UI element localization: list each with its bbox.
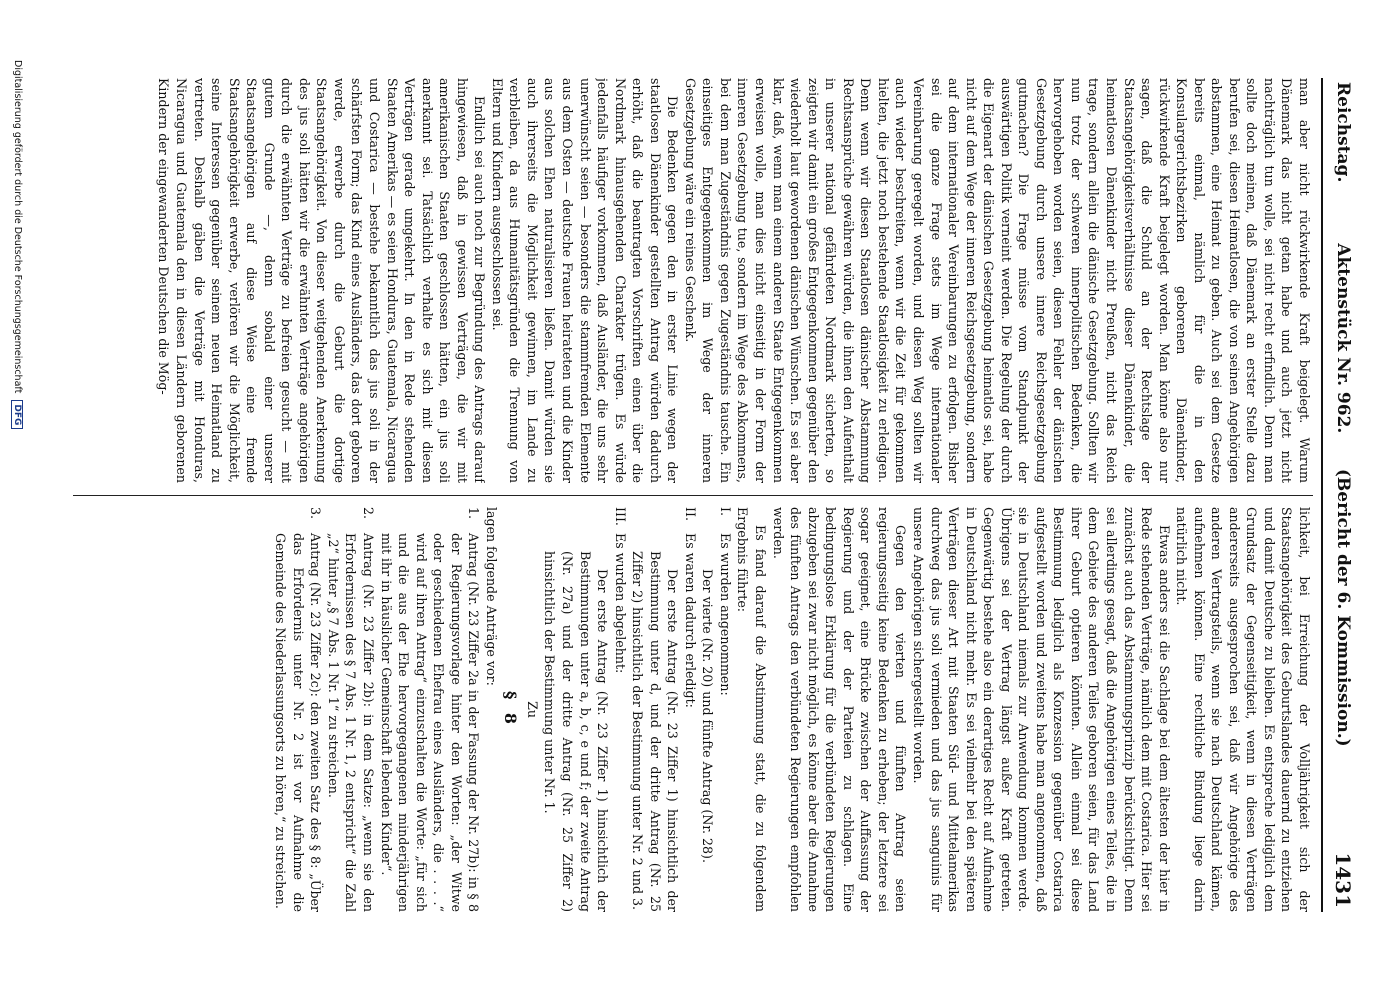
- paragraph: lichkeit, bei Erreichung der Volljährigkeit sich der Staatsangehörigkeit des Geburtslandes dauernd zu entziehen und damit Deutsche zu bleiben. Es entspreche lediglich dem Grundsatz der Gegenseitigkeit, wenn in diesen Verträgen andererseits ausgesprochen sei, daß wir Angehörige des anderen Vertragsteils, wenn sie nach Deutschland kämen, aufnehmen können. Eine rechtliche Bindung liege darin natürlich nicht.: [1174, 507, 1312, 912]
- result-number: III.: [612, 507, 628, 526]
- dfg-logo: DFG: [11, 400, 23, 429]
- header-left: Reichstag.: [1333, 82, 1353, 183]
- result-detail: Der erste Antrag (Nr. 23 Ziffer 1) hinsichtlich der Bestimmungen unter a, b, c, e und f; der zweite Antrag (Nr. 27a) und der dritte Antrag (Nr. 25 Ziffer 2) hinsichtlich der Bestimmung unter Nr. 1.: [542, 551, 611, 912]
- motions-intro: lagen folgende Anträge vor:: [483, 507, 499, 686]
- right-column: [73, 507, 1313, 912]
- motion-text: Antrag (Nr. 23 Ziffer 2b): in dem Satze: „wenn sie den Erfordernissen des § 7 Abs. 1 Nr. 1, 2 entspricht“ die Zahl „2“ hinter „§ 7 Abs. 1 Nr. 1“ zu streichen.: [325, 533, 377, 912]
- motion-number: 2.: [361, 507, 377, 520]
- result-detail: Der erste Antrag (Nr. 23 Ziffer 1) hinsichtlich der Bestimmung unter d, und der dritte Antrag (Nr. 25 Ziffer 2) hinsichtlich der Bestimmung unter Nr. 2 und 3.: [630, 551, 681, 912]
- page-header: [1321, 78, 1363, 912]
- header-commission: (Bericht der 6. Kommission.): [1333, 468, 1353, 747]
- credit-text: Digitalisierung gefördert durch die Deutsche Forschungsgemeinschaft: [12, 60, 23, 394]
- result-heading: Es wurden abgelehnt:: [612, 533, 628, 674]
- paragraph: Endlich sei auch noch zur Begründung des Antrags darauf hingewiesen, daß in gewissen Verträgen, die wir mit amerikanischen Staaten geschlossen hätten, ein jus soli anerkannt sei. Tatsächlich verhalte es sich mit diesen Verträgen gerade umgekehrt. In den in Rede stehenden Staaten Amerikas — es seien Honduras, Guatemala, Nicaragua und Costarica — bestehe bekanntlich das jus soli in der schärfsten Form; das Kind eines Ausländers, das dort geboren werde, erwerbe durch die Geburt die dortige Staatsangehörigkeit. Von dieser weitgehenden Anerkennung des jus soli hätten wir die erwähnten Verträge angehörigen durch die erwähnten Verträge zu befreien gesucht — mit gutem Grunde —, denn sobald einer unserer Staatsangehörigen auf diese Weise eine fremde Staatsangehörigkeit erwerbe, verlören wir die Möglichkeit, seine Interessen gegenüber seinem neuen Heimatland zu vertreten. Deshalb gäben die Verträge mit Honduras, Nicaragua und Guatemala den in diesen Ländern geborenen Kindern der eingewanderten Deutschen die Mög-: [156, 78, 488, 483]
- section-prefix: Zu: [524, 701, 540, 718]
- section-heading: § 8: [501, 690, 521, 729]
- digitization-credit: [11, 60, 23, 429]
- header-document-number: Aktenstück Nr. 962.: [1333, 243, 1353, 434]
- result-number: I.: [717, 507, 733, 516]
- motion-item: [272, 507, 325, 912]
- result-item: [716, 507, 734, 912]
- motion-item: [377, 507, 482, 912]
- paragraph: Die Bedenken gegen den in erster Linie wegen der staatlosen Dänenkinder gestellten Antrag würden dadurch erhöht, daß die beantragten Vorschriften einen über die Nordmark hinausgehenden Charakter trügen. Es würde jedenfalls häufiger vorkommen, daß Ausländer, die uns sehr unerwünscht seien — besonders die stammfremden Elemente aus dem Osten — deutsche Frauen heirateten und die Kinder aus solchen Ehen naturalisieren ließen. Damit würden sie auch ihrerseits die Möglichkeit gewinnen, im Lande zu verbleiben, da aus Humanitätsgründen die Trennung von Eltern und Kindern ausgeschlossen sei.: [489, 78, 681, 483]
- column-divider: [73, 495, 1313, 496]
- motion-number: 1.: [466, 507, 482, 520]
- result-heading: Es wurden angenommen:: [717, 533, 733, 696]
- left-column: [73, 78, 1313, 483]
- result-item: [681, 507, 699, 912]
- header-center: [1323, 78, 1363, 912]
- text-columns: [73, 78, 1313, 912]
- paragraph: Etwas anders sei die Sachlage bei dem ältesten der hier in Rede stehenden Verträge, nämlich dem mit Costarica. Hier sei zunächst auch das Abstammungsprinzip berücksichtigt. Denn sei allerdings gesagt, daß die Angehörigen eines Teiles, die in dem Gebiete des anderen Teiles geboren seien, für das Land ihrer Geburt optieren könnten. Allein einmal sei diese Bestimmung lediglich als Konzession gegenüber Costarica aufgestellt worden und zweitens habe man angenommen, daß sie in Deutschland niemals zur Anwendung kommen werde. Übrigens sei der Vertrag längst außer Kraft getreten. Gegenwärtig bestehe also ein derartiges Recht auf Aufnahme in Deutschland nicht mehr. Es sei vielmehr bei den späteren Verträgen dieser Art mit Staaten Süd- und Mittelamerikas durchweg das jus soli vermieden und das jus sanguinis für unsere Angehörigen sichergestellt worden.: [910, 507, 1172, 912]
- result-detail: Der vierte (Nr. 20) und fünfte Antrag (Nr. 28).: [700, 569, 716, 863]
- motion-text: Antrag (Nr. 23 Ziffer 2c): den zweiten Satz des § 8: „Über das Erfordernis unter Nr. 2 ist vor Aufnahme die Gemeinde des Niederlassungsorts zu hören,“ zu streichen.: [273, 533, 324, 912]
- motion-item: [324, 507, 377, 912]
- paragraph: man aber nicht rückwirkende Kraft beigelegt. Warum Dänemark das nicht getan habe und auch jetzt nicht nachträglich tun wolle, sei nicht recht erfindlich. Denn man sollte doch meinen, daß Dänemark an erster Stelle dazu berufen sei, diesen Heimatlosen, die von seinen Angehörigen abstammen, eine Heimat zu geben. Auch sei dem Gesetze bereits einmal, nämlich für die in den Konsulargerichtsbezirken geborenen Dänenkinder, rückwirkende Kraft beigelegt worden. Man könne also nur sagen, daß die Schuld an der Rechtslage der Staatsangehörigkeitsverhältnisse dieser Dänenkinder, die heimatlosen Dänenkinder nicht Preußen, nicht das Reich trage, sondern allein die dänische Gesetzgebung. Sollten wir nun trotz der schweren innerpolitischen Bedenken, die hervorgehoben worden seien, diesen Fehler der dänischen Gesetzgebung durch unsere innere Reichsgesetzgebung gutmachen? Die Frage müsse vom Standpunkt der auswärtigen Politik verneint werden. Die Regelung der durch die Eigenart der dänischen Gesetzgebung heimatlos sei, habe nicht auf dem Wege der inneren Reichsgesetzgebung, sondern auf dem internationaler Vereinbarungen zu erfolgen. Bisher sei die ganze Frage stets im Wege internationaler Vereinbarung geregelt worden, und diesen Weg sollten wir auch wieder beschreiten, wenn wir die Zeit für gekommen hielten, die jetzt noch bestehende Staatlosigkeit zu erledigen. Denn wenn wir diesen Staatlosen dänischer Abstammung Rechtsansprüche gewähren würden, die ihnen den Aufenthalt in unserer national gefährdeten Nordmark sicherten, so zeigten wir damit ein großes Entgegenkommen gegenüber den wiederholt laut gewordenen dänischen Wünschen. Es sei aber klar, daß, wenn man einem anderen Staate Entgegenkommen erweisen wolle, man dies nicht einseitig in der Form der inneren Gesetzgebung tue, sondern im Wege des Abkommens, bei dem man Zugeständnis gegen Zugeständnis tausche. Ein einseitiges Entgegenkommen im Wege der inneren Gesetzgebung wäre ein reines Geschenk.: [682, 78, 1312, 483]
- page-number: 1431: [1331, 852, 1355, 908]
- motion-number: 3.: [308, 507, 324, 520]
- result-number: II.: [682, 507, 698, 521]
- result-heading: Es waren dadurch erledigt:: [682, 533, 698, 708]
- paragraph: Gegen den vierten und fünften Antrag seien regierungsseitig keine Bedenken zu erheben; der letztere sei sogar geeignet, eine Brücke zwischen der Auffassung der Regierung und der der Parteien zu schlagen. Eine bedingungslose Erklärung für die verbündeten Regierungen abzugeben sei zwar nicht möglich, es könne aber die Annahme des fünften Antrags den verbündeten Regierungen empfohlen werden.: [770, 507, 909, 912]
- motion-text: Antrag (Nr. 23 Ziffer 2a in der Fassung der Nr. 27b): in § 8 der Regierungsvorlage hinter den Worten: „der Witwe oder geschiedenen Ehefrau eines Ausländers, die . . . .“ wird auf ihren Antrag“ einzuschalten die Worte: „für sich und die aus der Ehe hervorgegangenen minderjährigen mit ihr in häuslicher Gemeinschaft lebenden Kinder“.: [378, 533, 482, 912]
- result-item: [611, 507, 629, 912]
- paragraph: Es fand darauf die Abstimmung statt, die zu folgendem Ergebnis führte:: [735, 507, 769, 912]
